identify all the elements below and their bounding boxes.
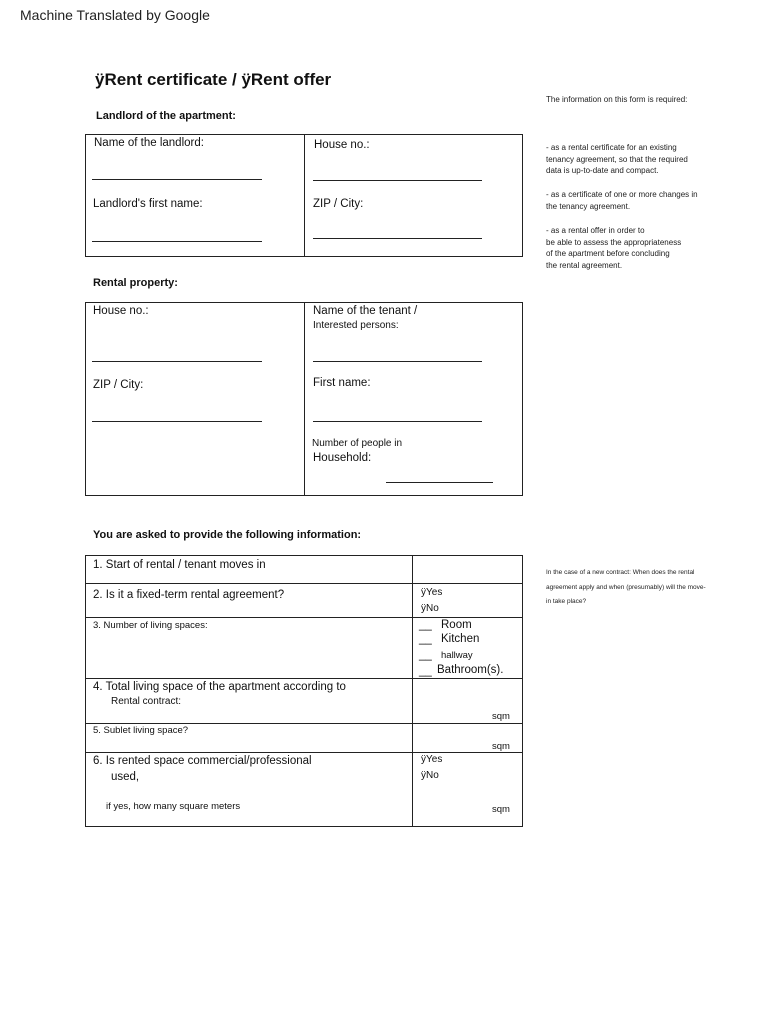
row-separator [86, 678, 522, 679]
q3-hallway-blank[interactable]: __ [419, 649, 432, 661]
q6-no-checkbox[interactable]: ÿNo [421, 770, 439, 781]
property-house-no-label: House no.: [93, 305, 149, 317]
side-note-3 [546, 225, 681, 271]
q6-yes-checkbox[interactable]: ÿYes [421, 754, 443, 765]
people-label: Number of people in [312, 438, 403, 449]
side-note-3-line: be able to assess the appropriateness [546, 237, 682, 247]
tenant-first-name-label: First name: [313, 377, 371, 389]
q4-answer-field[interactable] [416, 681, 486, 719]
q5-answer-field[interactable] [416, 725, 486, 749]
side-note-2-line: - as a certificate of one or more changes in [546, 190, 698, 199]
landlord-heading: Landlord of the apartment: [96, 110, 236, 122]
row-separator [86, 583, 522, 584]
property-box [85, 302, 523, 496]
q6-answer-field[interactable] [416, 788, 486, 818]
landlord-zip-city-field[interactable] [313, 238, 482, 239]
side-note-4 [546, 566, 706, 610]
q6-label-line2: used, [111, 771, 140, 783]
household-count-field[interactable] [386, 482, 493, 483]
side-note-1-line: data is up-to-date and compact. [546, 166, 659, 175]
landlord-name-label: Name of the landlord: [94, 137, 204, 149]
landlord-box [85, 134, 523, 257]
q1-answer-field[interactable] [413, 556, 523, 583]
row-separator [86, 617, 522, 618]
tenant-first-name-field[interactable] [313, 421, 482, 422]
q4-label-line1: 4. Total living space of the apartment according to [93, 681, 346, 693]
side-note-header: The information on this form is required: [546, 95, 688, 104]
q2-label: 2. Is it a fixed-term rental agreement? [93, 589, 285, 601]
side-note-3-line: of the apartment before concluding [546, 249, 670, 258]
landlord-first-name-field[interactable] [92, 241, 262, 242]
q4-label-line2: Rental contract: [111, 696, 182, 707]
landlord-house-no-label: House no.: [314, 139, 370, 151]
side-note-3-line: - as a rental offer in order to [546, 226, 645, 235]
property-zip-city-field[interactable] [92, 421, 262, 422]
landlord-first-name-label: Landlord's first name: [93, 198, 203, 210]
info-table-divider [412, 556, 413, 826]
info-table [85, 555, 523, 827]
property-zip-city-label: ZIP / City: [93, 379, 144, 391]
q3-bath-blank[interactable]: __ [419, 665, 432, 677]
q3-kitchen-label: Kitchen [441, 633, 480, 645]
side-note-4-line: in take place? [546, 598, 587, 605]
property-house-no-field[interactable] [92, 361, 262, 362]
q6-label-line1: 6. Is rented space commercial/professional [93, 755, 312, 767]
row-separator [86, 723, 522, 724]
q3-kitchen-blank[interactable]: __ [419, 633, 432, 645]
side-note-2 [546, 189, 698, 212]
household-label: Household: [313, 452, 372, 464]
form-title: ÿRent certificate / ÿRent offer [95, 70, 332, 89]
landlord-name-field[interactable] [92, 179, 262, 180]
q6-unit: sqm [492, 804, 510, 815]
q2-yes-checkbox[interactable]: ÿYes [421, 587, 443, 598]
q3-bath-label: Bathroom(s). [437, 664, 504, 676]
info-heading: You are asked to provide the following information: [93, 529, 362, 541]
q2-no-checkbox[interactable]: ÿNo [421, 603, 439, 614]
q4-unit: sqm [492, 711, 510, 722]
q5-unit: sqm [492, 741, 510, 752]
side-note-3-line: the rental agreement. [546, 260, 623, 270]
tenant-name-label: Name of the tenant / [313, 305, 418, 317]
q3-hallway-label: hallway [441, 650, 473, 661]
side-note-1-line: - as a rental certificate for an existing [546, 143, 677, 152]
landlord-zip-city-label: ZIP / City: [313, 198, 364, 210]
side-note-1-line: tenancy agreement, so that the required [546, 154, 688, 164]
side-note-4-line: agreement apply and when (presumably) will the move- [546, 583, 706, 591]
property-heading: Rental property: [93, 277, 178, 289]
row-separator [86, 752, 522, 753]
q1-label: 1. Start of rental / tenant moves in [93, 559, 266, 571]
landlord-house-no-field[interactable] [313, 180, 482, 181]
landlord-divider [304, 135, 305, 256]
q3-room-label: Room [441, 619, 472, 631]
translation-banner: Machine Translated by Google [20, 7, 210, 23]
side-note-4-line: In the case of a new contract: When does the rental [546, 569, 695, 576]
q6-sub-label: if yes, how many square meters [106, 801, 241, 812]
q3-room-blank[interactable]: __ [419, 619, 432, 631]
q5-label: 5. Sublet living space? [93, 725, 189, 736]
property-divider [304, 303, 305, 495]
side-note-1 [546, 142, 688, 177]
side-note-2-line: the tenancy agreement. [546, 201, 631, 211]
q3-label: 3. Number of living spaces: [93, 620, 208, 631]
tenant-name-field[interactable] [313, 361, 482, 362]
tenant-sub-label: Interested persons: [313, 320, 399, 331]
